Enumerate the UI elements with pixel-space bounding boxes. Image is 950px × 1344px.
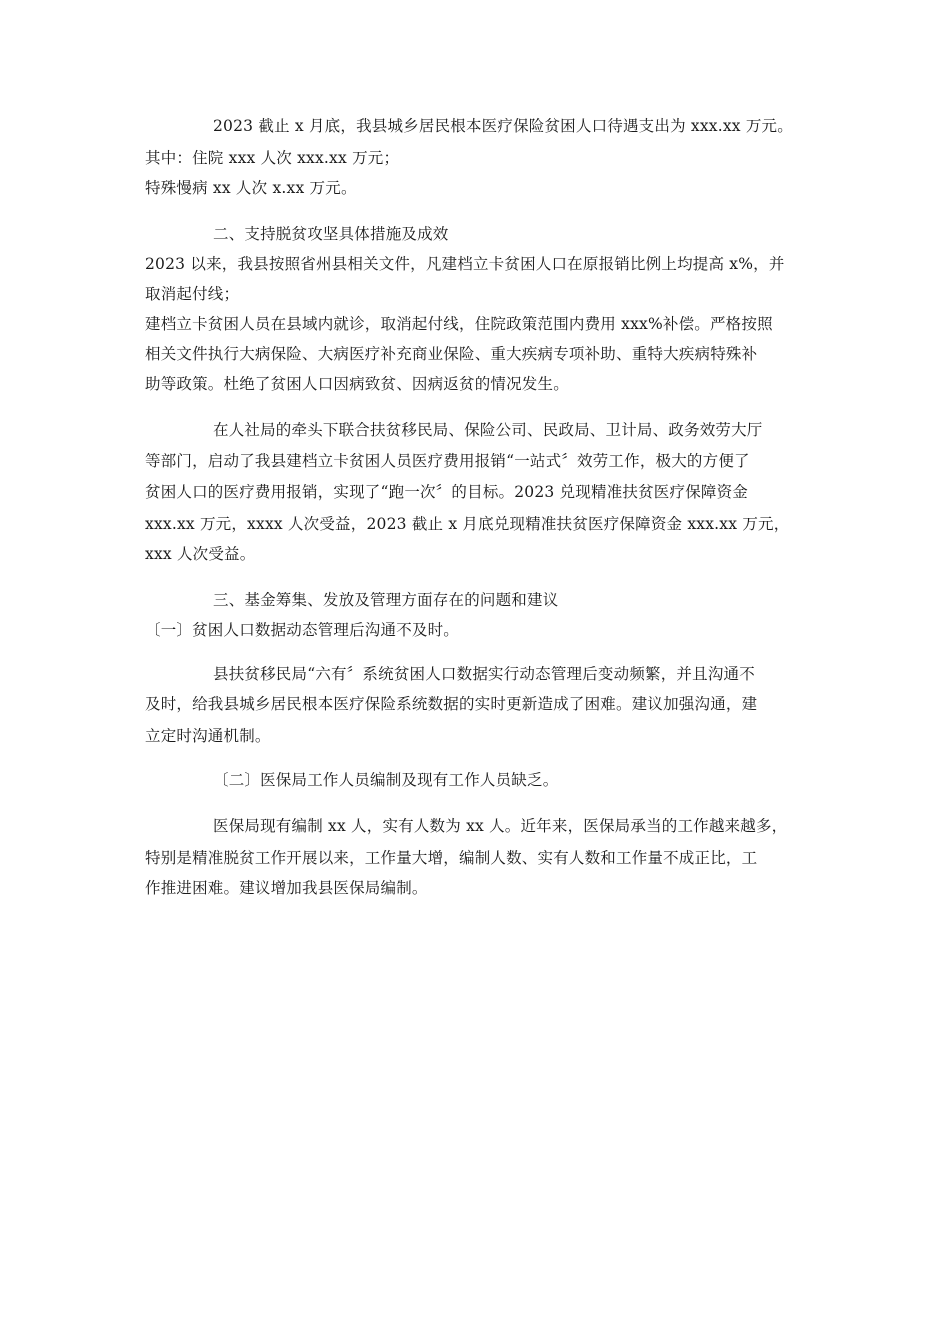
text-line: 取消起付线； xyxy=(145,285,240,303)
subsection-heading: 〔二〕医保局工作人员编制及现有工作人员缺乏。 xyxy=(213,771,559,789)
text-line: 其中：住院 xxx 人次 xxx.xx 万元； xyxy=(145,149,400,167)
text-line: xxx.xx 万元，xxxx 人次受益，2023 截止 x 月底兑现精准扶贫医疗保障资金 xxx.xx 万元， xyxy=(145,515,790,533)
subsection-heading: 〔一〕贫困人口数据动态管理后沟通不及时。 xyxy=(145,621,460,639)
text-line: 县扶贫移民局“六有〞系统贫困人口数据实行动态管理后变动频繁，并且沟通不 xyxy=(213,665,755,683)
text-line: 贫困人口的医疗费用报销，实现了“跑一次〞的目标。2023 兑现精准扶贫医疗保障资金 xyxy=(145,483,748,501)
section-heading: 三、基金筹集、发放及管理方面存在的问题和建议 xyxy=(213,591,559,609)
text-line: xxx 人次受益。 xyxy=(145,545,256,563)
text-line: 在人社局的牵头下联合扶贫移民局、保险公司、民政局、卫计局、政务效劳大厅 xyxy=(213,421,763,439)
text-line: 医保局现有编制 xx 人，实有人数为 xx 人。近年来，医保局承当的工作越来越多， xyxy=(213,817,788,835)
text-line: 2023 截止 x 月底，我县城乡居民根本医疗保险贫困人口待遇支出为 xxx.xx 万元。 xyxy=(213,117,793,135)
text-line: 相关文件执行大病保险、大病医疗补充商业保险、重大疾病专项补助、重特大疾病特殊补 xyxy=(145,345,758,363)
text-line: 助等政策。杜绝了贫困人口因病致贫、因病返贫的情况发生。 xyxy=(145,375,569,393)
text-line: 特别是精准脱贫工作开展以来，工作量大增，编制人数、实有人数和工作量不成正比，工 xyxy=(145,849,758,867)
text-line: 特殊慢病 xx 人次 x.xx 万元。 xyxy=(145,179,357,197)
text-line: 建档立卡贫困人员在县域内就诊，取消起付线，住院政策范围内费用 xxx%补偿。严格按照 xyxy=(145,315,773,333)
text-line: 2023 以来，我县按照省州县相关文件，凡建档立卡贫困人口在原报销比例上均提高 x%，并 xyxy=(145,255,785,273)
text-line: 立定时沟通机制。 xyxy=(145,727,271,745)
text-line: 等部门，启动了我县建档立卡贫困人员医疗费用报销“一站式〞效劳工作，极大的方便了 xyxy=(145,452,750,470)
text-line: 作推进困难。建议增加我县医保局编制。 xyxy=(145,879,428,897)
section-heading: 二、支持脱贫攻坚具体措施及成效 xyxy=(213,225,449,243)
text-line: 及时，给我县城乡居民根本医疗保险系统数据的实时更新造成了困难。建议加强沟通，建 xyxy=(145,695,758,713)
